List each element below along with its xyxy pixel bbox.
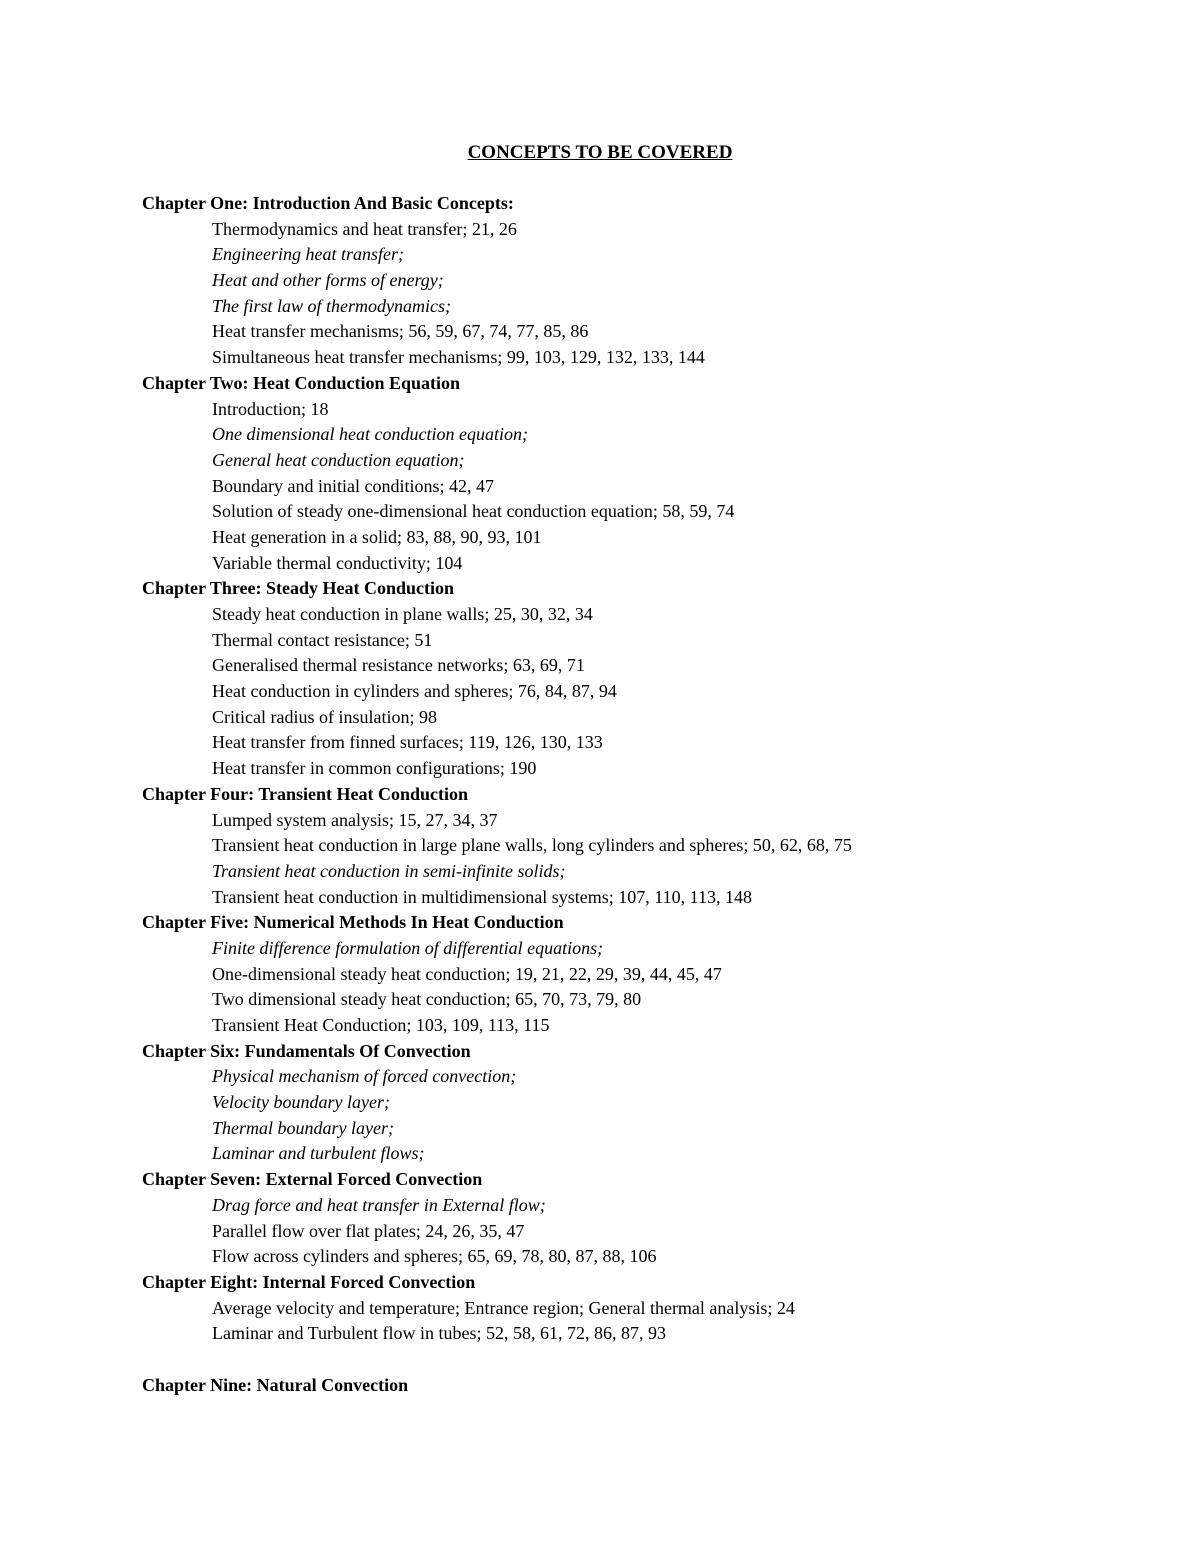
topic-item: Laminar and turbulent flows;	[212, 1143, 425, 1164]
chapter-heading: Chapter Eight: Internal Forced Convection	[142, 1271, 476, 1292]
topic-item: Heat generation in a solid; 83, 88, 90, 93, 101	[212, 526, 542, 547]
topic-item: Finite difference formulation of differential equations;	[212, 937, 604, 958]
topic-item: Thermal contact resistance; 51	[212, 629, 433, 650]
chapter-heading: Chapter Three: Steady Heat Conduction	[142, 578, 455, 599]
topic-item: Thermal boundary layer;	[212, 1117, 394, 1138]
topic-item: Transient heat conduction in semi-infinite solids;	[212, 860, 566, 881]
chapter-heading: Chapter Nine: Natural Convection	[142, 1374, 409, 1395]
chapter-heading: Chapter Six: Fundamentals Of Convection	[142, 1040, 471, 1061]
topic-item: Steady heat conduction in plane walls; 25, 30, 32, 34	[212, 604, 593, 624]
topic-item: Boundary and initial conditions; 42, 47	[212, 475, 494, 496]
page-title: CONCEPTS TO BE COVERED	[467, 142, 733, 163]
topic-item: Introduction; 18	[212, 398, 329, 419]
topic-item: Heat transfer from finned surfaces; 119, 126, 130, 133	[212, 732, 603, 753]
topic-item: Transient Heat Conduction; 103, 109, 113, 115	[212, 1015, 550, 1035]
topic-item: One dimensional heat conduction equation;	[212, 424, 528, 445]
chapter-heading: Chapter Four: Transient Heat Conduction	[142, 783, 469, 804]
topic-item: Engineering heat transfer;	[212, 244, 404, 265]
topic-item: Parallel flow over flat plates; 24, 26, 35, 47	[212, 1220, 525, 1241]
chapter-heading: Chapter Two: Heat Conduction Equation	[142, 372, 461, 393]
topic-item: Average velocity and temperature; Entrance region; General thermal analysis; 24	[212, 1297, 795, 1318]
blank-line	[142, 1347, 1142, 1373]
topic-item: Heat and other forms of energy;	[212, 270, 444, 291]
topic-item: Generalised thermal resistance networks; 63, 69, 71	[212, 655, 585, 676]
topic-item: One-dimensional steady heat conduction; 19, 21, 22, 29, 39, 44, 45, 47	[212, 963, 722, 984]
topic-item: Solution of steady one-dimensional heat conduction equation; 58, 59, 74	[212, 501, 735, 522]
topic-item: Lumped system analysis; 15, 27, 34, 37	[212, 809, 498, 830]
topic-item: Heat conduction in cylinders and spheres; 76, 84, 87, 94	[212, 681, 617, 702]
chapter-list	[142, 191, 1142, 1398]
topic-item: Critical radius of insulation; 98	[212, 706, 437, 727]
topic-item: General heat conduction equation;	[212, 449, 465, 470]
topic-item: Two dimensional steady heat conduction; 65, 70, 73, 79, 80	[212, 989, 642, 1010]
topic-item: Thermodynamics and heat transfer; 21, 26	[212, 218, 517, 239]
topic-item: Laminar and Turbulent flow in tubes; 52, 58, 61, 72, 86, 87, 93	[212, 1323, 666, 1344]
topic-item: Velocity boundary layer;	[212, 1092, 390, 1113]
topic-item: Flow across cylinders and spheres; 65, 69, 78, 80, 87, 88, 106	[212, 1246, 657, 1267]
topic-item: Heat transfer in common configurations; 190	[212, 758, 537, 779]
chapter-heading: Chapter One: Introduction And Basic Concepts:	[142, 193, 514, 213]
chapter-heading: Chapter Five: Numerical Methods In Heat Conduction	[142, 912, 564, 933]
topic-item: Transient heat conduction in multidimensional systems; 107, 110, 113, 148	[212, 886, 752, 907]
topic-item: Physical mechanism of forced convection;	[212, 1066, 517, 1087]
topic-item: The first law of thermodynamics;	[212, 295, 451, 316]
topic-item: Drag force and heat transfer in External flow;	[212, 1194, 546, 1215]
chapter-heading: Chapter Seven: External Forced Convection	[142, 1169, 483, 1190]
topic-item: Simultaneous heat transfer mechanisms; 99, 103, 129, 132, 133, 144	[212, 347, 705, 368]
topic-item: Transient heat conduction in large plane walls, long cylinders and spheres; 50, 62, 68, 75	[212, 835, 852, 856]
topic-item: Variable thermal conductivity; 104	[212, 552, 463, 573]
topic-item: Heat transfer mechanisms; 56, 59, 67, 74, 77, 85, 86	[212, 321, 589, 342]
